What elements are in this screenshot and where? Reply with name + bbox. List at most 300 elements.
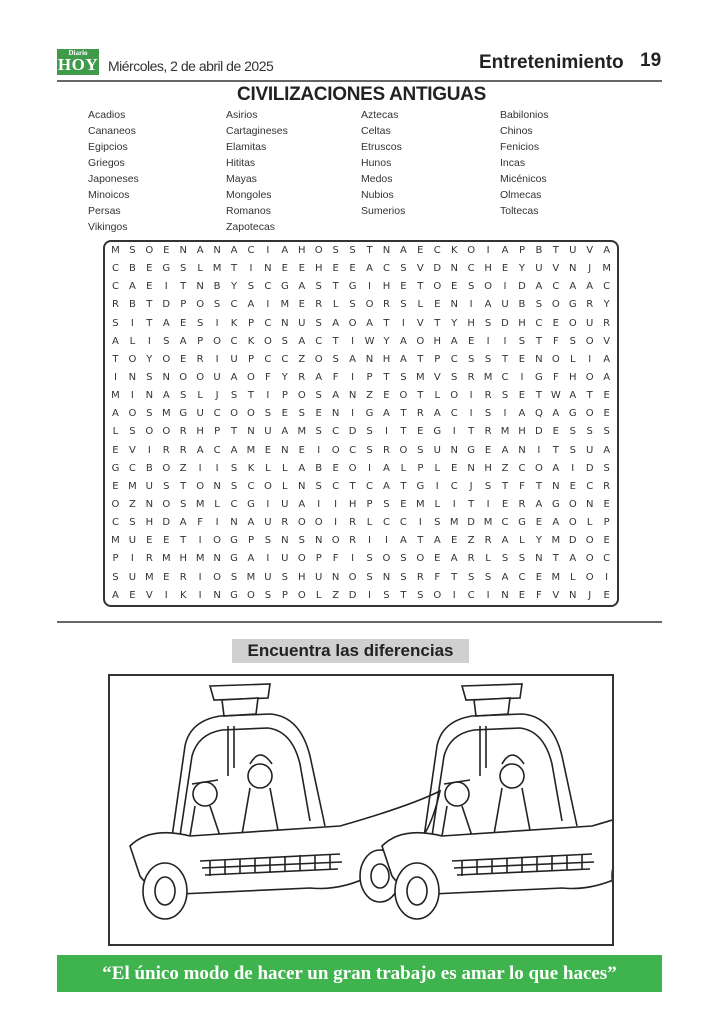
grid-letter[interactable]: N [196,281,204,293]
grid-letter[interactable]: C [399,517,407,529]
grid-letter[interactable]: T [180,281,187,293]
grid-letter[interactable]: I [198,462,202,474]
grid-letter[interactable]: N [382,245,391,256]
grid-letter[interactable]: O [348,571,357,583]
grid-letter[interactable]: I [317,444,321,456]
grid-letter[interactable]: E [603,535,610,547]
grid-letter[interactable]: Y [281,371,288,383]
grid-letter[interactable]: A [128,281,136,293]
grid-letter[interactable]: S [400,553,407,565]
grid-letter[interactable]: T [146,299,153,311]
grid-letter[interactable]: I [317,498,321,510]
grid-letter[interactable]: C [450,408,458,420]
grid-letter[interactable]: I [215,462,219,474]
grid-letter[interactable]: B [128,299,136,311]
grid-letter[interactable]: U [433,444,441,456]
grid-letter[interactable]: I [368,589,371,601]
grid-letter[interactable]: L [282,480,288,492]
grid-letter[interactable]: C [230,299,238,311]
grid-letter[interactable]: G [518,517,526,529]
grid-letter[interactable]: A [383,462,390,474]
grid-letter[interactable]: I [469,390,473,402]
grid-letter[interactable]: A [399,335,407,347]
grid-letter[interactable]: S [230,390,238,402]
grid-letter[interactable]: E [569,480,576,492]
grid-letter[interactable]: G [568,299,577,311]
grid-letter[interactable]: A [247,553,255,565]
grid-letter[interactable]: S [467,353,475,365]
grid-letter[interactable]: L [129,335,136,347]
grid-letter[interactable]: P [180,299,187,311]
grid-letter[interactable]: G [535,371,543,383]
grid-letter[interactable]: E [163,245,170,256]
grid-letter[interactable]: L [586,517,593,529]
grid-letter[interactable]: T [552,553,559,565]
grid-letter[interactable]: U [501,299,509,311]
grid-letter[interactable]: G [433,426,442,438]
grid-letter[interactable]: H [298,245,306,256]
grid-letter[interactable]: P [366,498,373,510]
grid-letter[interactable]: T [417,281,424,293]
grid-letter[interactable]: C [382,263,390,275]
grid-letter[interactable]: A [366,317,373,329]
grid-letter[interactable]: G [551,498,560,510]
grid-letter[interactable]: C [501,371,509,383]
grid-letter[interactable]: M [195,498,205,510]
grid-letter[interactable]: S [417,589,424,601]
grid-letter[interactable]: H [145,517,154,529]
grid-letter[interactable]: Z [128,498,136,510]
grid-letter[interactable]: T [501,480,509,492]
grid-letter[interactable]: O [534,462,543,474]
grid-letter[interactable]: L [197,390,203,402]
grid-letter[interactable]: Z [332,589,340,601]
grid-letter[interactable]: Q [534,408,543,420]
grid-letter[interactable]: C [111,281,119,293]
grid-letter[interactable]: S [264,535,272,547]
grid-letter[interactable]: U [213,371,221,383]
grid-letter[interactable]: S [112,571,119,583]
grid-letter[interactable]: E [451,535,458,547]
grid-letter[interactable]: R [467,371,475,383]
grid-letter[interactable]: R [484,390,492,402]
grid-letter[interactable]: O [179,371,188,383]
grid-letter[interactable]: N [382,571,391,583]
grid-letter[interactable]: S [484,571,492,583]
grid-letter[interactable]: E [281,408,288,420]
grid-letter[interactable]: O [263,335,272,347]
grid-letter[interactable]: E [112,444,119,456]
grid-letter[interactable]: B [315,462,323,474]
grid-letter[interactable]: O [247,589,255,601]
grid-letter[interactable]: N [348,390,357,402]
grid-letter[interactable]: S [315,390,322,402]
grid-letter[interactable]: N [281,317,289,329]
grid-letter[interactable]: G [280,281,289,293]
grid-letter[interactable]: H [196,426,204,438]
grid-letter[interactable]: O [145,245,154,256]
grid-letter[interactable]: Z [179,462,187,474]
grid-letter[interactable]: O [399,390,408,402]
grid-letter[interactable]: I [113,371,117,383]
grid-letter[interactable]: A [569,390,577,402]
grid-letter[interactable]: P [366,371,373,383]
grid-letter[interactable]: G [416,480,425,492]
grid-letter[interactable]: I [215,317,219,329]
grid-letter[interactable]: I [503,408,507,420]
grid-letter[interactable]: A [383,480,390,492]
grid-letter[interactable]: N [331,408,340,420]
grid-letter[interactable]: P [417,462,424,474]
grid-letter[interactable]: E [112,480,119,492]
grid-letter[interactable]: L [434,462,441,474]
grid-letter[interactable]: U [264,426,272,438]
grid-letter[interactable]: C [450,353,458,365]
grid-letter[interactable]: A [112,408,119,420]
grid-letter[interactable]: R [179,571,187,583]
grid-letter[interactable]: N [467,462,475,474]
grid-letter[interactable]: G [230,589,238,601]
grid-letter[interactable]: I [401,317,405,329]
grid-letter[interactable]: A [332,317,340,329]
grid-letter[interactable]: T [535,390,542,402]
grid-letter[interactable]: M [161,408,171,420]
grid-letter[interactable]: S [569,335,576,347]
grid-letter[interactable]: U [586,317,594,329]
grid-letter[interactable]: M [483,371,493,383]
grid-letter[interactable]: N [230,517,238,529]
grid-letter[interactable]: T [366,245,373,256]
grid-letter[interactable]: N [298,480,306,492]
grid-letter[interactable]: S [451,371,458,383]
grid-letter[interactable]: E [501,498,509,510]
grid-letter[interactable]: T [400,408,407,420]
grid-letter[interactable]: E [146,263,153,275]
grid-letter[interactable]: T [230,426,238,438]
grid-letter[interactable]: O [585,371,594,383]
grid-letter[interactable]: A [247,517,255,529]
grid-letter[interactable]: I [588,353,592,365]
grid-letter[interactable]: P [281,390,288,402]
grid-letter[interactable]: A [366,263,373,275]
grid-letter[interactable]: H [518,426,526,438]
grid-letter[interactable]: T [451,571,458,583]
grid-letter[interactable]: D [162,299,171,311]
grid-letter[interactable]: U [230,353,238,365]
grid-letter[interactable]: S [400,371,407,383]
grid-letter[interactable]: T [468,426,475,438]
grid-letter[interactable]: I [520,371,524,383]
grid-letter[interactable]: T [332,335,339,347]
grid-letter[interactable]: S [230,462,238,474]
grid-letter[interactable]: R [349,517,357,529]
grid-letter[interactable]: C [518,462,526,474]
grid-letter[interactable]: A [518,408,526,420]
grid-letter[interactable]: O [128,353,137,365]
grid-letter[interactable]: U [264,571,272,583]
grid-letter[interactable]: E [552,426,559,438]
grid-letter[interactable]: O [247,371,255,383]
grid-letter[interactable]: R [518,498,526,510]
grid-letter[interactable]: P [247,317,254,329]
grid-letter[interactable]: S [281,571,289,583]
grid-letter[interactable]: L [434,498,441,510]
grid-letter[interactable]: P [112,553,119,565]
grid-letter[interactable]: O [213,535,222,547]
grid-letter[interactable]: S [400,299,407,311]
grid-letter[interactable]: N [247,426,255,438]
grid-letter[interactable]: S [366,426,373,438]
grid-letter[interactable]: T [247,390,255,402]
grid-letter[interactable]: C [586,480,594,492]
grid-letter[interactable]: B [213,281,221,293]
grid-letter[interactable]: S [180,498,187,510]
grid-letter[interactable]: E [434,299,441,311]
grid-letter[interactable]: P [434,353,441,365]
grid-letter[interactable]: L [519,535,525,547]
grid-letter[interactable]: L [569,571,576,583]
grid-letter[interactable]: S [180,263,187,275]
grid-letter[interactable]: S [112,317,119,329]
grid-letter[interactable]: O [213,335,222,347]
grid-letter[interactable]: A [298,462,306,474]
grid-letter[interactable]: S [315,317,322,329]
grid-letter[interactable]: I [266,299,270,311]
grid-letter[interactable]: M [500,426,510,438]
grid-letter[interactable]: L [282,462,288,474]
grid-letter[interactable]: L [197,263,203,275]
grid-letter[interactable]: A [433,408,441,420]
grid-letter[interactable]: Y [146,353,153,365]
grid-letter[interactable]: E [146,535,153,547]
grid-letter[interactable]: R [349,535,357,547]
grid-letter[interactable]: A [162,390,170,402]
grid-letter[interactable]: K [247,462,255,474]
grid-letter[interactable]: T [180,535,187,547]
grid-letter[interactable]: I [147,335,151,347]
grid-letter[interactable]: E [501,263,509,275]
grid-letter[interactable]: F [197,517,204,529]
grid-letter[interactable]: M [280,299,290,311]
grid-letter[interactable]: R [145,553,153,565]
grid-letter[interactable]: C [603,553,611,565]
grid-letter[interactable]: V [433,371,441,383]
grid-letter[interactable]: S [383,498,390,510]
grid-letter[interactable]: O [297,390,306,402]
grid-letter[interactable]: E [518,353,526,365]
grid-letter[interactable]: O [416,553,425,565]
grid-letter[interactable]: H [433,335,442,347]
grid-letter[interactable]: C [467,263,475,275]
grid-letter[interactable]: L [485,553,491,565]
grid-letter[interactable]: A [298,498,306,510]
grid-letter[interactable]: T [383,317,390,329]
grid-letter[interactable]: E [264,444,272,456]
grid-letter[interactable]: S [434,517,441,529]
grid-letter[interactable]: S [400,263,407,275]
grid-letter[interactable]: K [230,317,238,329]
grid-letter[interactable]: A [603,444,611,456]
grid-letter[interactable]: J [588,589,592,601]
grid-letter[interactable]: O [568,517,577,529]
grid-letter[interactable]: M [602,263,611,275]
grid-letter[interactable]: A [450,553,458,565]
grid-letter[interactable]: U [196,408,204,420]
grid-letter[interactable]: S [501,390,509,402]
grid-letter[interactable]: R [315,299,323,311]
grid-letter[interactable]: Y [451,317,458,329]
grid-letter[interactable]: C [518,571,526,583]
grid-letter[interactable]: I [266,553,270,565]
grid-letter[interactable]: R [196,353,204,365]
grid-letter[interactable]: U [569,245,577,256]
grid-letter[interactable]: I [198,535,202,547]
grid-letter[interactable]: U [298,317,306,329]
grid-letter[interactable]: E [400,498,407,510]
grid-letter[interactable]: O [585,408,594,420]
grid-letter[interactable]: K [247,335,255,347]
grid-letter[interactable]: E [484,444,492,456]
grid-letter[interactable]: D [348,589,357,601]
grid-letter[interactable]: R [281,517,289,529]
grid-letter[interactable]: C [281,353,289,365]
grid-letter[interactable]: N [585,498,594,510]
grid-letter[interactable]: M [551,571,561,583]
grid-letter[interactable]: A [230,371,238,383]
grid-letter[interactable]: I [486,589,490,601]
grid-letter[interactable]: T [400,426,407,438]
grid-letter[interactable]: I [452,426,456,438]
grid-letter[interactable]: D [585,462,594,474]
grid-letter[interactable]: A [552,517,560,529]
grid-letter[interactable]: H [382,281,391,293]
grid-letter[interactable]: I [368,281,371,293]
grid-letter[interactable]: T [434,317,441,329]
grid-letter[interactable]: E [535,517,543,529]
grid-letter[interactable]: I [266,498,270,510]
grid-letter[interactable]: F [552,371,559,383]
grid-letter[interactable]: G [230,553,238,565]
grid-letter[interactable]: E [315,408,322,420]
grid-letter[interactable]: O [585,553,594,565]
grid-letter[interactable]: H [518,317,526,329]
grid-letter[interactable]: A [399,245,407,256]
grid-letter[interactable]: H [484,462,492,474]
grid-letter[interactable]: N [552,480,560,492]
grid-letter[interactable]: S [603,462,610,474]
grid-letter[interactable]: C [230,498,238,510]
grid-letter[interactable]: O [162,353,171,365]
grid-letter[interactable]: T [586,390,593,402]
grid-letter[interactable]: I [198,571,202,583]
grid-letter[interactable]: S [400,571,407,583]
grid-letter[interactable]: M [111,535,120,547]
grid-letter[interactable]: H [569,371,577,383]
grid-letter[interactable]: M [416,498,425,510]
grid-letter[interactable]: B [145,462,153,474]
grid-letter[interactable]: F [265,371,271,383]
grid-letter[interactable]: S [163,480,170,492]
grid-letter[interactable]: E [417,245,424,256]
grid-letter[interactable]: G [111,462,120,474]
grid-letter[interactable]: C [247,245,255,256]
grid-letter[interactable]: Z [501,462,509,474]
grid-letter[interactable]: V [128,444,136,456]
grid-letter[interactable]: A [569,553,577,565]
grid-letter[interactable]: C [450,480,458,492]
grid-letter[interactable]: A [332,390,340,402]
grid-letter[interactable]: C [264,281,272,293]
grid-letter[interactable]: Y [535,535,542,547]
grid-letter[interactable]: D [568,535,577,547]
grid-letter[interactable]: L [569,353,576,365]
grid-letter[interactable]: I [351,371,355,383]
grid-letter[interactable]: N [365,353,374,365]
grid-letter[interactable]: R [484,426,492,438]
grid-letter[interactable]: O [314,353,323,365]
grid-letter[interactable]: C [111,263,119,275]
grid-letter[interactable]: T [230,263,238,275]
grid-letter[interactable]: O [348,462,357,474]
grid-letter[interactable]: I [418,517,422,529]
grid-letter[interactable]: O [230,408,238,420]
grid-letter[interactable]: E [467,335,475,347]
grid-letter[interactable]: S [417,444,424,456]
grid-letter[interactable]: O [213,571,222,583]
grid-letter[interactable]: Y [603,299,610,311]
grid-letter[interactable]: Z [298,353,306,365]
grid-letter[interactable]: O [568,498,577,510]
grid-letter[interactable]: O [331,444,340,456]
grid-letter[interactable]: O [263,480,272,492]
grid-letter[interactable]: I [334,517,338,529]
grid-letter[interactable]: R [179,426,187,438]
grid-letter[interactable]: A [501,535,509,547]
grid-letter[interactable]: S [484,408,492,420]
grid-letter[interactable]: N [518,444,526,456]
grid-letter[interactable]: C [332,480,340,492]
grid-letter[interactable]: S [586,426,593,438]
grid-letter[interactable]: T [552,245,559,256]
grid-letter[interactable]: C [247,480,255,492]
grid-letter[interactable]: M [111,245,120,256]
grid-letter[interactable]: A [484,299,492,311]
grid-letter[interactable]: O [111,498,120,510]
grid-letter[interactable]: V [552,589,560,601]
grid-letter[interactable]: A [399,353,407,365]
grid-letter[interactable]: O [297,553,306,565]
grid-letter[interactable]: N [450,299,458,311]
grid-letter[interactable]: U [586,444,594,456]
grid-letter[interactable]: T [417,535,424,547]
grid-letter[interactable]: G [348,281,357,293]
grid-letter[interactable]: N [569,589,577,601]
grid-letter[interactable]: A [501,571,509,583]
grid-letter[interactable]: E [603,589,610,601]
grid-letter[interactable]: C [315,335,323,347]
grid-letter[interactable]: L [417,299,424,311]
grid-letter[interactable]: M [449,517,459,529]
grid-letter[interactable]: N [213,245,221,256]
grid-letter[interactable]: P [315,553,322,565]
grid-letter[interactable]: I [164,589,168,601]
grid-letter[interactable]: O [551,353,560,365]
grid-letter[interactable]: R [382,444,390,456]
grid-letter[interactable]: S [349,245,356,256]
grid-letter[interactable]: M [246,571,256,583]
grid-letter[interactable]: E [129,589,136,601]
grid-letter[interactable]: C [603,281,611,293]
